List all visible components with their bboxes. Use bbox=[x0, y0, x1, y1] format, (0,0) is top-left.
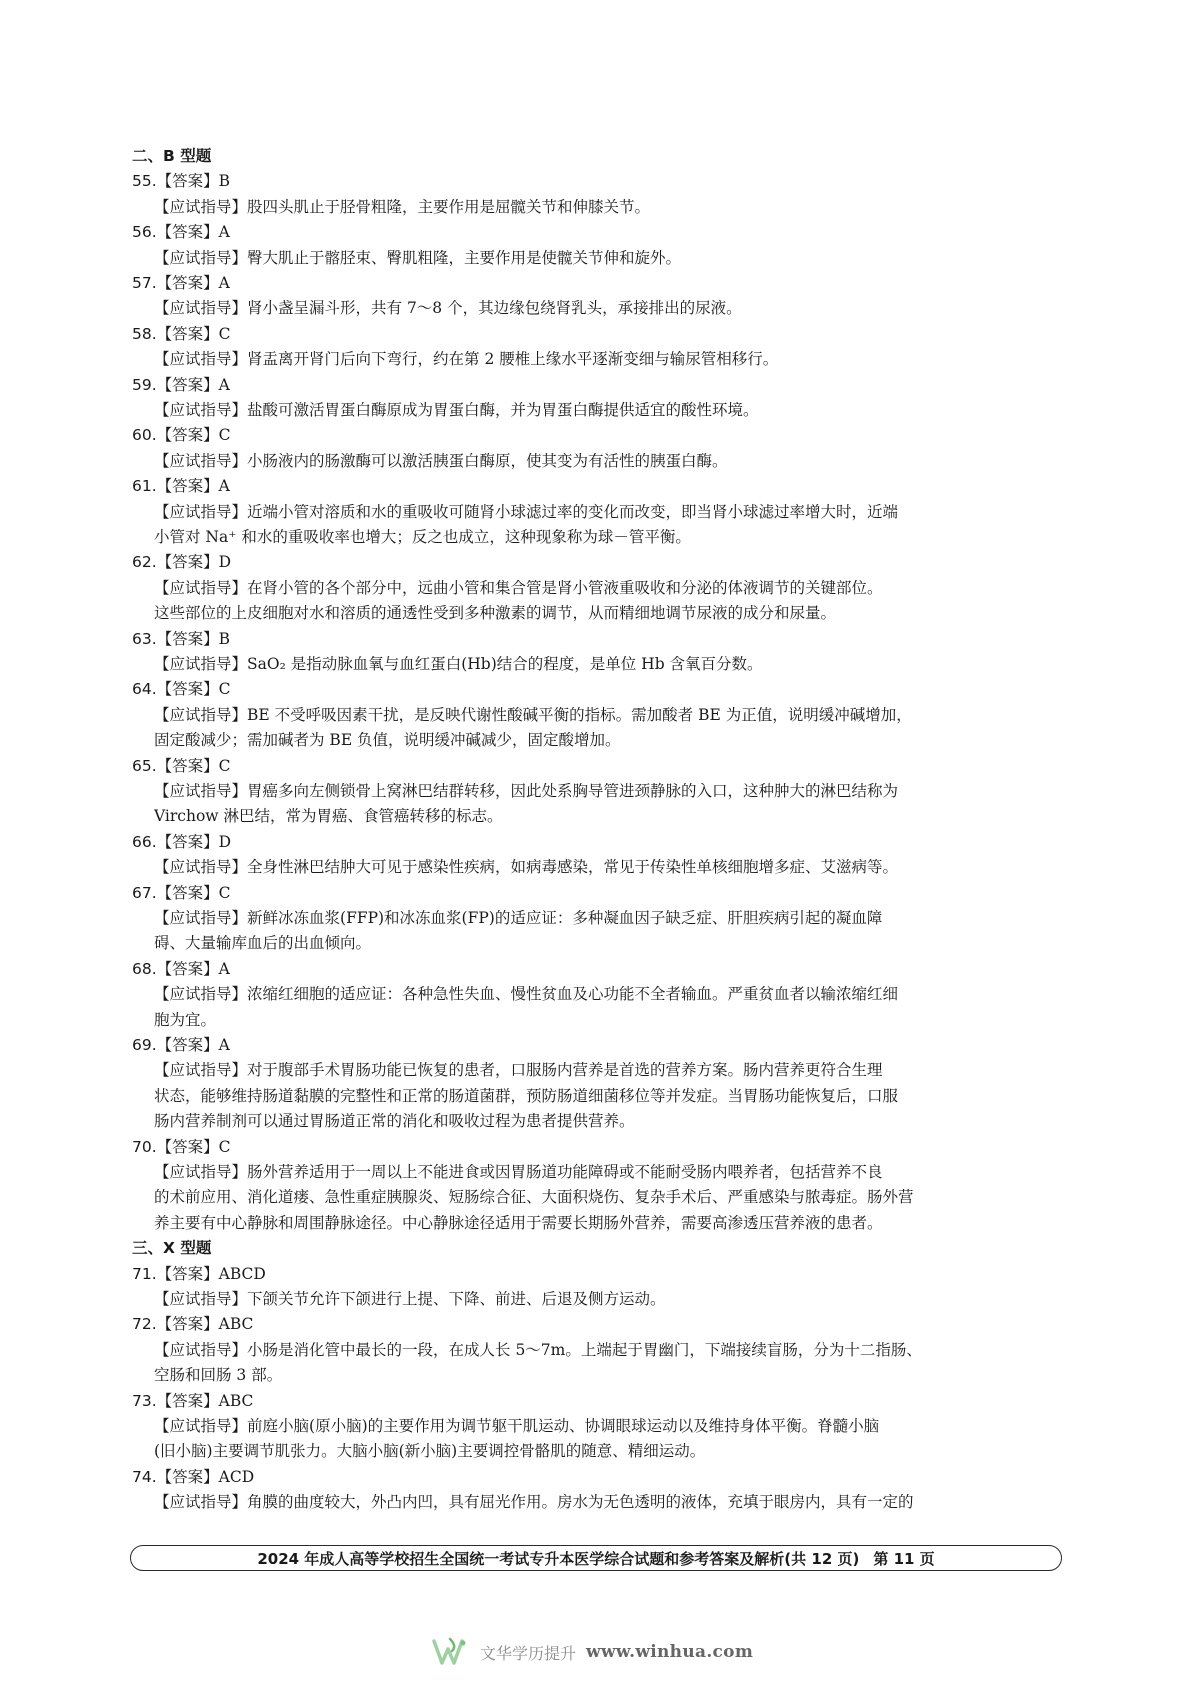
answer-label: 【答案】 bbox=[156, 426, 219, 445]
answer-label: 【答案】 bbox=[156, 375, 219, 394]
answer-label: 【答案】 bbox=[156, 1137, 219, 1156]
guide-label: 【应试指导】 bbox=[154, 197, 248, 216]
answer-content bbox=[132, 144, 1066, 1516]
guide-text: 养主要有中心静脉和周围静脉途径。中心静脉途径适用于需要长期肠外营养，需要高渗透压营养液的患者。 bbox=[154, 1213, 883, 1232]
guide-text: 近端小管对溶质和水的重吸收可随肾小球滤过率的变化而改变，即当肾小球滤过率增大时，近端 bbox=[247, 502, 899, 521]
guide-line bbox=[154, 601, 1066, 626]
guide-block bbox=[132, 906, 1066, 957]
guide-text: 盐酸可激活胃蛋白酶原成为胃蛋白酶，并为胃蛋白酶提供适宜的酸性环境。 bbox=[247, 400, 759, 419]
guide-line bbox=[154, 1287, 1066, 1312]
guide-block bbox=[132, 703, 1066, 754]
answer-label: 【答案】 bbox=[156, 756, 219, 775]
guide-block bbox=[132, 1160, 1066, 1236]
guide-text: 这些部位的上皮细胞对水和溶质的通透性受到多种激素的调节，从而精细地调节尿液的成分和尿量。 bbox=[154, 604, 837, 623]
guide-text: 新鲜冰冻血浆(FFP)和冰冻血浆(FP)的适应证：多种凝血因子缺乏症、肝胆疾病引起的凝血障 bbox=[247, 908, 883, 927]
guide-line bbox=[154, 398, 1066, 423]
answer-value: B bbox=[218, 629, 231, 648]
guide-text: 小管对 Na⁺ 和水的重吸收率也增大；反之也成立，这种现象称为球－管平衡。 bbox=[154, 527, 691, 546]
question-number: 62. bbox=[132, 553, 157, 572]
answer-label: 【答案】 bbox=[156, 273, 219, 292]
answer-line bbox=[132, 1312, 1066, 1337]
question-number: 55. bbox=[132, 172, 157, 191]
guide-label: 【应试指导】 bbox=[154, 705, 248, 724]
answer-label: 【答案】 bbox=[156, 832, 219, 851]
guide-block bbox=[132, 246, 1066, 271]
guide-text: 小肠液内的肠激酶可以激活胰蛋白酶原，使其变为有活性的胰蛋白酶。 bbox=[247, 451, 728, 470]
guide-label: 【应试指导】 bbox=[154, 858, 248, 877]
guide-block bbox=[132, 195, 1066, 220]
footer-page-number: 第 11 页 bbox=[873, 1549, 935, 1568]
guide-label: 【应试指导】 bbox=[154, 1162, 248, 1181]
answer-label: 【答案】 bbox=[156, 477, 219, 496]
answer-line bbox=[132, 1135, 1066, 1160]
question-number: 68. bbox=[132, 959, 157, 978]
guide-block bbox=[132, 576, 1066, 627]
guide-text: 对于腹部手术胃肠功能已恢复的患者，口服肠内营养是首选的营养方案。肠内营养更符合生理 bbox=[247, 1061, 883, 1080]
answer-value: C bbox=[218, 756, 231, 775]
watermark bbox=[430, 1635, 753, 1669]
answer-label: 【答案】 bbox=[156, 223, 219, 242]
question-number: 66. bbox=[132, 832, 157, 851]
guide-line bbox=[154, 728, 1066, 753]
guide-text: SaO₂ 是指动脉血氧与血红蛋白(Hb)结合的程度，是单位 Hb 含氧百分数。 bbox=[247, 654, 763, 673]
guide-block bbox=[132, 449, 1066, 474]
answer-value: A bbox=[218, 273, 230, 292]
guide-line bbox=[154, 779, 1066, 804]
answer-line bbox=[132, 1262, 1066, 1287]
answer-line bbox=[132, 677, 1066, 702]
answer-line bbox=[132, 1033, 1066, 1058]
answer-label: 【答案】 bbox=[156, 172, 219, 191]
guide-label: 【应试指导】 bbox=[154, 451, 248, 470]
guide-line bbox=[154, 347, 1066, 372]
answer-line bbox=[132, 322, 1066, 347]
question-number: 72. bbox=[132, 1315, 157, 1334]
guide-label: 【应试指导】 bbox=[154, 350, 248, 369]
guide-text: 股四头肌止于胫骨粗隆，主要作用是屈髋关节和伸膝关节。 bbox=[247, 197, 651, 216]
guide-text: 肠内营养制剂可以通过胃肠道正常的消化和吸收过程为患者提供营养。 bbox=[154, 1112, 635, 1131]
answer-value: A bbox=[218, 375, 230, 394]
guide-text: (旧小脑)主要调节肌张力。大脑小脑(新小脑)主要调控骨骼肌的随意、精细运动。 bbox=[154, 1442, 706, 1461]
guide-text: 状态，能够维持肠道黏膜的完整性和正常的肠道菌群，预防肠道细菌移位等并发症。当胃肠功能恢复后，口服 bbox=[154, 1086, 899, 1105]
guide-label: 【应试指导】 bbox=[154, 1416, 248, 1435]
guide-block bbox=[132, 1490, 1066, 1515]
guide-line bbox=[154, 296, 1066, 321]
guide-line bbox=[154, 982, 1066, 1007]
watermark-url: www.winhua.com bbox=[586, 1642, 754, 1662]
question-number: 59. bbox=[132, 375, 157, 394]
guide-block bbox=[132, 1414, 1066, 1465]
guide-text: 浓缩红细胞的适应证：各种急性失血、慢性贫血及心功能不全者输血。严重贫血者以输浓缩红细 bbox=[247, 985, 899, 1004]
guide-line bbox=[154, 525, 1066, 550]
guide-text: 臀大肌止于髂胫束、臀肌粗隆，主要作用是使髋关节伸和旋外。 bbox=[247, 248, 682, 267]
question-number: 71. bbox=[132, 1264, 157, 1283]
answer-line bbox=[132, 423, 1066, 448]
guide-label: 【应试指导】 bbox=[154, 781, 248, 800]
guide-text: 碍、大量输库血后的出血倾向。 bbox=[154, 934, 372, 953]
question-number: 73. bbox=[132, 1391, 157, 1410]
guide-line bbox=[154, 1084, 1066, 1109]
question-number: 69. bbox=[132, 1035, 157, 1054]
guide-label: 【应试指导】 bbox=[154, 985, 248, 1004]
guide-block bbox=[132, 982, 1066, 1033]
answer-value: A bbox=[218, 959, 230, 978]
answer-line bbox=[132, 627, 1066, 652]
guide-line bbox=[154, 246, 1066, 271]
guide-label: 【应试指导】 bbox=[154, 908, 248, 927]
answer-line bbox=[132, 220, 1066, 245]
guide-line bbox=[154, 1109, 1066, 1134]
guide-text: BE 不受呼吸因素干扰，是反映代谢性酸碱平衡的指标。需加酸者 BE 为正值，说明缓冲碱增加， bbox=[247, 705, 912, 724]
answer-value: D bbox=[218, 832, 232, 851]
guide-line bbox=[154, 195, 1066, 220]
guide-text: 空肠和回肠 3 部。 bbox=[154, 1366, 283, 1385]
answer-value: C bbox=[218, 324, 231, 343]
guide-line bbox=[154, 855, 1066, 880]
guide-text: 在肾小管的各个部分中，远曲小管和集合管是肾小管液重吸收和分泌的体液调节的关键部位。 bbox=[247, 578, 883, 597]
question-number: 65. bbox=[132, 756, 157, 775]
guide-block bbox=[132, 1338, 1066, 1389]
answer-value: ABCD bbox=[218, 1264, 266, 1283]
answer-value: A bbox=[218, 1035, 230, 1054]
answer-label: 【答案】 bbox=[156, 553, 219, 572]
guide-label: 【应试指导】 bbox=[154, 1289, 248, 1308]
guide-label: 【应试指导】 bbox=[154, 578, 248, 597]
guide-text: 肠外营养适用于一周以上不能进食或因胃肠道功能障碍或不能耐受肠内喂养者，包括营养不良 bbox=[247, 1162, 883, 1181]
guide-text: 肾小盏呈漏斗形，共有 7～8 个，其边缘包绕肾乳头，承接排出的尿液。 bbox=[247, 299, 742, 318]
guide-line bbox=[154, 1008, 1066, 1033]
guide-text: 固定酸减少；需加碱者为 BE 负值，说明缓冲碱减少，固定酸增加。 bbox=[154, 731, 621, 750]
guide-line bbox=[154, 1058, 1066, 1083]
answer-label: 【答案】 bbox=[156, 1391, 219, 1410]
guide-line bbox=[154, 1338, 1066, 1363]
guide-block bbox=[132, 652, 1066, 677]
guide-line bbox=[154, 1363, 1066, 1388]
answer-line bbox=[132, 169, 1066, 194]
guide-label: 【应试指导】 bbox=[154, 1493, 248, 1512]
answer-value: C bbox=[218, 426, 231, 445]
answer-line bbox=[132, 1465, 1066, 1490]
footer-title: 2024 年成人高等学校招生全国统一考试专升本医学综合试题和参考答案及解析(共 12 页) bbox=[257, 1549, 860, 1568]
answer-label: 【答案】 bbox=[156, 1467, 219, 1486]
answer-label: 【答案】 bbox=[156, 324, 219, 343]
answer-label: 【答案】 bbox=[156, 883, 219, 902]
guide-text: 下颌关节允许下颌进行上提、下降、前进、后退及侧方运动。 bbox=[247, 1289, 666, 1308]
answer-line bbox=[132, 1389, 1066, 1414]
guide-line bbox=[154, 1185, 1066, 1210]
guide-line bbox=[154, 906, 1066, 931]
guide-label: 【应试指导】 bbox=[154, 654, 248, 673]
guide-block bbox=[132, 500, 1066, 551]
answer-value: A bbox=[218, 477, 230, 496]
answer-line bbox=[132, 474, 1066, 499]
question-number: 74. bbox=[132, 1467, 157, 1486]
guide-text: Virchow 淋巴结，常为胃癌、食管癌转移的标志。 bbox=[154, 807, 503, 826]
guide-line bbox=[154, 1414, 1066, 1439]
answer-label: 【答案】 bbox=[156, 1264, 219, 1283]
guide-block bbox=[132, 1287, 1066, 1312]
guide-label: 【应试指导】 bbox=[154, 299, 248, 318]
question-number: 58. bbox=[132, 324, 157, 343]
question-number: 60. bbox=[132, 426, 157, 445]
guide-line bbox=[154, 1490, 1066, 1515]
guide-text: 的术前应用、消化道瘘、急性重症胰腺炎、短肠综合征、大面积烧伤、复杂手术后、严重感染与脓毒症。肠外营 bbox=[154, 1188, 914, 1207]
x-type-answers bbox=[132, 1262, 1066, 1516]
answer-line bbox=[132, 881, 1066, 906]
watermark-name: 文华学历提升 bbox=[480, 1643, 577, 1663]
answer-value: B bbox=[218, 172, 231, 191]
answer-value: ACD bbox=[218, 1467, 255, 1486]
answer-label: 【答案】 bbox=[156, 680, 219, 699]
question-number: 56. bbox=[132, 223, 157, 242]
guide-text: 小肠是消化管中最长的一段，在成人长 5～7m。上端起于胃幽门，下端接续盲肠，分为十二指肠、 bbox=[247, 1340, 922, 1359]
answer-value: C bbox=[218, 680, 231, 699]
guide-block bbox=[132, 1058, 1066, 1134]
guide-label: 【应试指导】 bbox=[154, 1061, 248, 1080]
answer-line bbox=[132, 830, 1066, 855]
answer-line bbox=[132, 550, 1066, 575]
guide-block bbox=[132, 855, 1066, 880]
guide-label: 【应试指导】 bbox=[154, 248, 248, 267]
guide-line bbox=[154, 652, 1066, 677]
guide-text: 肾盂离开肾门后向下弯行，约在第 2 腰椎上缘水平逐渐变细与输尿管相移行。 bbox=[247, 350, 779, 369]
guide-text: 角膜的曲度较大，外凸内凹，具有屈光作用。房水为无色透明的液体，充填于眼房内，具有一定的 bbox=[247, 1493, 914, 1512]
answer-value: C bbox=[218, 1137, 231, 1156]
answer-line bbox=[132, 957, 1066, 982]
answer-value: ABC bbox=[218, 1391, 254, 1410]
guide-line bbox=[154, 1439, 1066, 1464]
answer-line bbox=[132, 373, 1066, 398]
question-number: 57. bbox=[132, 273, 157, 292]
guide-block bbox=[132, 398, 1066, 423]
guide-line bbox=[154, 576, 1066, 601]
answer-value: C bbox=[218, 883, 231, 902]
guide-line bbox=[154, 500, 1066, 525]
answer-line bbox=[132, 754, 1066, 779]
guide-text: 全身性淋巴结肿大可见于感染性疾病，如病毒感染，常见于传染性单核细胞增多症、艾滋病等。 bbox=[247, 858, 899, 877]
question-number: 64. bbox=[132, 680, 157, 699]
guide-line bbox=[154, 449, 1066, 474]
page-footer bbox=[130, 1545, 1062, 1571]
guide-line bbox=[154, 804, 1066, 829]
guide-text: 胃癌多向左侧锁骨上窝淋巴结群转移，因此处系胸导管进颈静脉的入口，这种肿大的淋巴结称为 bbox=[247, 781, 899, 800]
answer-value: D bbox=[218, 553, 232, 572]
question-number: 70. bbox=[132, 1137, 157, 1156]
guide-line bbox=[154, 931, 1066, 956]
answer-line bbox=[132, 271, 1066, 296]
guide-line bbox=[154, 1160, 1066, 1185]
answer-value: ABC bbox=[218, 1315, 254, 1334]
guide-block bbox=[132, 779, 1066, 830]
guide-label: 【应试指导】 bbox=[154, 400, 248, 419]
guide-block bbox=[132, 296, 1066, 321]
b-type-answers bbox=[132, 169, 1066, 1236]
answer-label: 【答案】 bbox=[156, 959, 219, 978]
guide-text: 胞为宜。 bbox=[154, 1010, 217, 1029]
section-b-title: 二、B 型题 bbox=[132, 147, 212, 165]
answer-label: 【答案】 bbox=[156, 1035, 219, 1054]
guide-line bbox=[154, 703, 1066, 728]
guide-label: 【应试指导】 bbox=[154, 502, 248, 521]
guide-text: 前庭小脑(原小脑)的主要作用为调节躯干肌运动、协调眼球运动以及维持身体平衡。脊髓小脑 bbox=[247, 1416, 880, 1435]
guide-label: 【应试指导】 bbox=[154, 1340, 248, 1359]
answer-label: 【答案】 bbox=[156, 1315, 219, 1334]
question-number: 61. bbox=[132, 477, 157, 496]
answer-label: 【答案】 bbox=[156, 629, 219, 648]
guide-line bbox=[154, 1211, 1066, 1236]
winhua-logo-icon bbox=[430, 1635, 470, 1669]
section-x-title: 三、X 型题 bbox=[132, 1239, 212, 1258]
answer-value: A bbox=[218, 223, 230, 242]
guide-block bbox=[132, 347, 1066, 372]
question-number: 63. bbox=[132, 629, 157, 648]
question-number: 67. bbox=[132, 883, 157, 902]
